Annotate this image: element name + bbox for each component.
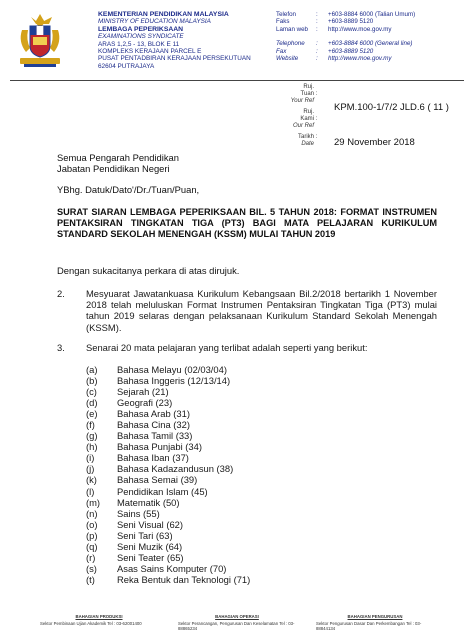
salutation: YBhg. Datuk/Dato'/Dr./Tuan/Puan, <box>57 184 200 195</box>
ref-separator: : <box>315 116 318 122</box>
item-name: Seni Visual (62) <box>117 518 184 530</box>
item-key: (f) <box>86 419 95 431</box>
list-item <box>86 463 250 474</box>
list-item <box>86 397 250 408</box>
list-item <box>86 441 250 452</box>
item-name: Bahasa Punjabi (34) <box>117 441 202 453</box>
item-name: Matematik (50) <box>117 496 180 508</box>
org-line: ARAS 1,2,5 - 13, BLOK E 11 <box>98 40 180 48</box>
item-name: Seni Muzik (64) <box>117 540 183 552</box>
footer-line: Sektor Pengurusan Dasar Dan Perkembangan Tel : 03-88844134 <box>316 621 422 631</box>
our-ref-label: Ruj. Kami <box>300 109 314 122</box>
contact-separator: : <box>316 11 318 18</box>
footer-column <box>178 614 296 631</box>
opening-line: Dengan sukacitanya perkara di atas dirujuk. <box>57 265 240 276</box>
item-key: (g) <box>86 430 98 442</box>
item-name: Bahasa Arab (31) <box>117 408 190 420</box>
item-name: Asas Sains Komputer (70) <box>117 562 227 574</box>
list-item <box>86 486 250 497</box>
list-item <box>86 552 250 563</box>
list-item <box>86 519 250 530</box>
item-key: (q) <box>86 540 98 552</box>
org-line: 62604 PUTRAJAYA <box>98 62 155 70</box>
contact-row <box>276 40 415 47</box>
footer-title: BAHAGIAN OPERASI <box>215 614 259 619</box>
item-name: Bahasa Melayu (02/03/04) <box>117 364 227 375</box>
org-line: LEMBAGA PEPERIKSAAN <box>98 25 184 33</box>
item-name: Sains (55) <box>117 507 160 519</box>
item-name: Bahasa Inggeris (12/13/14) <box>117 375 231 387</box>
our-ref-value: KPM.100-1/7/2 JLD.6 ( 11 ) <box>334 102 449 113</box>
ref-separator: : <box>315 134 318 140</box>
item-name: Geografi (23) <box>117 397 173 409</box>
your-ref-label-en: Your Ref <box>290 98 314 104</box>
letter-footer <box>0 614 474 632</box>
contact-label: Telephone <box>276 40 305 48</box>
item-key: (h) <box>86 441 98 453</box>
item-key: (i) <box>86 452 95 464</box>
addressee-line: Semua Pengarah Pendidikan <box>57 152 179 163</box>
contact-row <box>276 18 415 25</box>
contact-label: Website <box>276 55 299 63</box>
item-key: (t) <box>86 573 95 585</box>
contact-label: Laman web <box>276 25 308 33</box>
addressee-line: Jabatan Pendidikan Negeri <box>57 163 170 175</box>
item-key: (r) <box>86 551 96 563</box>
item-name: Bahasa Iban (37) <box>117 452 189 464</box>
contact-separator: : <box>316 40 318 48</box>
item-name: Bahasa Cina (32) <box>117 419 190 431</box>
contact-value: +603-8889 5120 <box>328 18 374 26</box>
item-key: (d) <box>86 397 98 409</box>
item-key: (k) <box>86 474 97 486</box>
letterhead-organization <box>98 11 251 70</box>
contact-separator: : <box>316 25 318 33</box>
footer-title: BAHAGIAN PRODUKSI <box>75 614 123 619</box>
footer-line: Sektor Pembinaan Ujian Akademik Tel : 03-62001400 <box>40 621 142 626</box>
contact-label: Fax <box>276 47 287 55</box>
contact-separator: : <box>316 47 318 55</box>
date-label-en: Date <box>301 141 314 147</box>
org-line: PUSAT PENTADBIRAN KERAJAAN PERSEKUTUAN <box>98 55 251 63</box>
letterhead-contacts <box>276 11 415 62</box>
contact-row <box>276 48 415 55</box>
item-name: Seni Tari (63) <box>117 529 173 541</box>
item-key: (a) <box>86 364 98 375</box>
item-name: Bahasa Tamil (33) <box>117 430 193 442</box>
contact-value: +603-8884 6000 (General line) <box>328 40 413 48</box>
list-item <box>86 364 250 375</box>
contact-label: Telefon <box>276 11 296 18</box>
contact-row <box>276 26 415 33</box>
date-block <box>290 134 317 148</box>
list-item <box>86 430 250 441</box>
item-key: (s) <box>86 562 97 574</box>
contact-label: Faks <box>276 18 290 26</box>
paragraph-text: Senarai 20 mata pelajaran yang terlibat adalah seperti yang berikut: <box>86 342 368 353</box>
contact-row <box>276 55 415 62</box>
contact-value: http://www.moe.gov.my <box>328 55 392 63</box>
item-key: (j) <box>86 463 95 475</box>
item-key: (c) <box>86 386 97 398</box>
contact-value: +603-8889 5120 <box>328 47 374 55</box>
date-value: 29 November 2018 <box>334 137 415 148</box>
subject-list <box>86 364 250 585</box>
list-item <box>86 386 250 397</box>
item-key: (l) <box>86 485 95 497</box>
letterhead-divider <box>10 80 464 81</box>
item-name: Bahasa Semai (39) <box>117 474 198 486</box>
list-item <box>86 541 250 552</box>
list-item <box>86 563 250 574</box>
item-key: (p) <box>86 529 98 541</box>
list-item <box>86 452 250 463</box>
list-item <box>86 375 250 386</box>
paragraph-body: Mesyuarat Jawatankuasa Kurikulum Kebangsaan Bil.2/2018 bertarikh 1 November 2018 telah meluluskan Format Instrumen Pentaksiran Tingkatan Tiga (PT3) mulai tahun 2019 selaras dengan pelaksanaan Kurikulum Standard Sekolah Menengah (KSSM). <box>86 288 437 333</box>
footer-title: BAHAGIAN PENGURUSAN <box>347 614 403 619</box>
footer-line: Sektor Perancangan, Pengurusan Dan Keselamatan Tel : 03-88865234 <box>178 621 295 631</box>
contact-separator: : <box>316 18 318 26</box>
item-key: (n) <box>86 507 98 519</box>
item-name: Pendidikan Islam (45) <box>117 485 208 497</box>
reference-block <box>290 84 317 134</box>
item-name: Reka Bentuk dan Teknologi (71) <box>117 573 251 585</box>
list-item <box>86 574 250 585</box>
coat-of-arms-logo <box>14 12 66 70</box>
org-line: MINISTRY OF EDUCATION MALAYSIA <box>98 18 211 26</box>
org-line: KOMPLEKS KERAJAAN PARCEL E <box>98 48 202 56</box>
contact-separator: : <box>316 55 318 63</box>
item-key: (o) <box>86 518 98 530</box>
footer-column <box>316 614 434 631</box>
paragraph-number: 3. <box>57 342 65 353</box>
list-item <box>86 508 250 519</box>
date-label: Tarikh <box>297 134 314 140</box>
our-ref-label-en: Our Ref <box>292 123 314 129</box>
item-name: Sejarah (21) <box>117 386 169 398</box>
item-key: (b) <box>86 375 98 387</box>
contact-value: http://www.moe.gov.my <box>328 25 392 33</box>
contact-row <box>276 11 415 18</box>
footer-column <box>40 614 158 626</box>
list-item <box>86 530 250 541</box>
your-ref-label: Ruj. Tuan <box>300 84 314 97</box>
list-item <box>86 408 250 419</box>
list-item <box>86 419 250 430</box>
item-name: Seni Teater (65) <box>117 551 184 563</box>
item-name: Bahasa Kadazandusun (38) <box>117 463 234 475</box>
list-item <box>86 474 250 485</box>
contact-value: +603-8884 6000 (Talian Umum) <box>328 11 416 18</box>
org-line: EXAMINATIONS SYNDICATE <box>98 33 184 41</box>
item-key: (e) <box>86 408 98 420</box>
paragraph-number: 2. <box>57 288 65 299</box>
org-line: KEMENTERIAN PENDIDIKAN MALAYSIA <box>98 11 229 18</box>
item-key: (m) <box>86 496 101 508</box>
addressee <box>57 152 437 174</box>
ref-separator: : <box>315 91 318 97</box>
paragraph-text <box>86 288 437 333</box>
list-item <box>86 497 250 508</box>
letter-subject: SURAT SIARAN LEMBAGA PEPERIKSAAN BIL. 5 TAHUN 2018: FORMAT INSTRUMEN PENTAKSIRAN TINGKATAN TIGA (PT3) BAGI MATA PELAJARAN KURIKULUM STANDARD SEKOLAH MENENGAH (KSSM) MULAI TAHUN 2019 <box>57 207 437 239</box>
